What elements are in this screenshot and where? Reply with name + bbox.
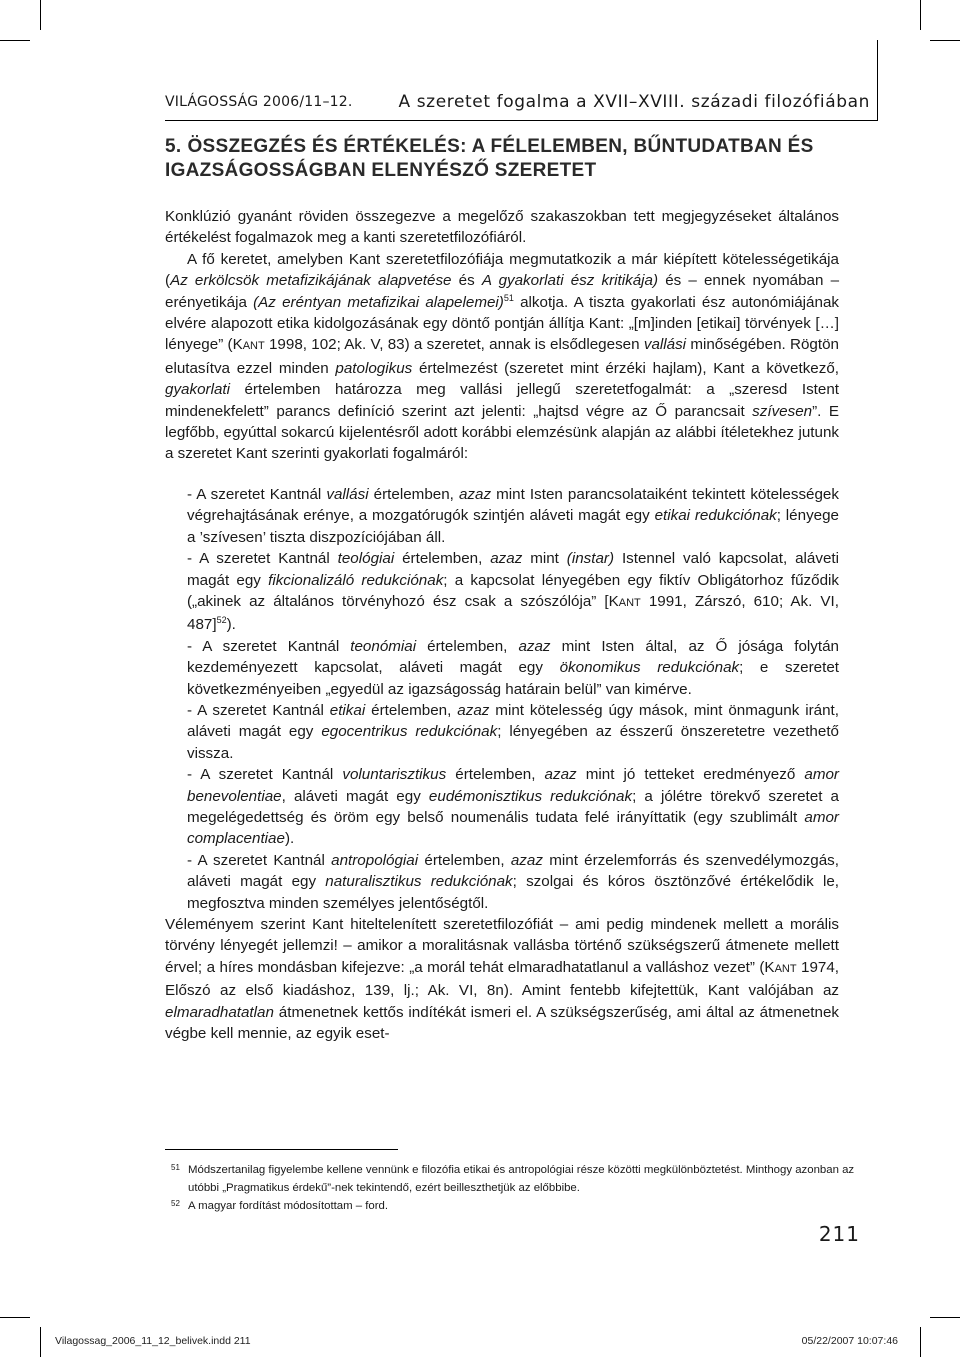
- page-number: 211: [818, 1222, 860, 1246]
- footnote-rule: [165, 1149, 398, 1150]
- crop-mark-bottom-right: [920, 1327, 921, 1357]
- crop-mark-bottom-left: [40, 1327, 41, 1357]
- footnote-51: 51 Módszertanilag figyelembe kellene vennünk e filozófia etikai és antropológiai része közötti megkülönböztetést. Minthogy azonban az utóbbi „Pragmatikus érdekű”-nek tekintendő, ezért beilleszthetjük az előbbibe.: [188, 1161, 860, 1197]
- paragraph-conclusion: Véleményem szerint Kant hiteltelenített szeretetfilozófiát – ami pedig mindenek mellett a morális törvény lényegét jellemzi! – amikor a moralitásnak vallásba történő szükségszerű átmenete mellett érvel; a híres mondásban kifejezve: „a morál tehát elmaradhatatlanul a valláshoz vezet” (KANT 1974, Előszó az első kiadáshoz, 139, lj.; Ak. VI, 8n). Amint fentebb kifejtettük, Kant valójában az elmaradhatatlan átmenetnek kettős indítékát ismeri el. A szükségszerűség, ami által az átmenetnek végbe kell mennie, az egyik eset-: [165, 916, 840, 1043]
- crop-mark-top-right: [920, 0, 921, 30]
- footnotes: [171, 1161, 860, 1215]
- footnote-ref-51[interactable]: 51: [503, 292, 514, 303]
- footnote-ref-52[interactable]: 52: [216, 615, 227, 626]
- crop-mark-right: [930, 40, 960, 41]
- main-text: [165, 206, 839, 1044]
- list-item: - A szeretet Kantnál teológiai értelemben, azaz mint (instar) Istennel való kapcsolat, aláveti magát egy fikcionalizáló redukciónak; a kapcsolat lényegében egy fiktív Obligátorhoz fűződik („akinek az általános törvényhozó ész csak a szószólója” [KANT 1991, Zárszó, 610; Ak. VI, 487]$^{52}$).: [187, 550, 839, 634]
- crop-mark-bottom-right-h: [930, 1317, 960, 1318]
- list-item: - A szeretet Kantnál etikai értelemben, azaz mint kötelesség úgy mások, mint önmagunk iránt, aláveti magát egy egocentrikus redukciónak; lényegében az ésszerű önszeretetre vezethető vissza.: [187, 701, 839, 762]
- footnote-number: 52: [171, 1199, 180, 1208]
- running-header: [165, 92, 870, 114]
- list-item: - A szeretet Kantnál voluntarisztikus értelemben, azaz mint jó tetteket eredményező amor benevolentiae, aláveti magát egy eudémonisztikus redukciónak; a jólétre törekvő szeretet a megelégedettség és öröm egy belső noumenális tudata felé irányíttatik (egy szublimált amor complacentiae).: [187, 766, 839, 848]
- article-title: A szeretet fogalma a XVII–XVIII. századi filozófiában: [398, 92, 870, 112]
- crop-mark-bottom-left-h: [0, 1317, 30, 1318]
- paragraph-main: A fő keretet, amelyben Kant szeretetfilozófiája megmutatkozik a már kiépített kötelességetikája (Az erkölcsök metafizikájának alapvetése és A gyakorlati ész kritikája) és – ennek nyomában – erényetikája (Az eréntyan metafizikai alapelemei)$^{51}$ alkotja. A tiszta gyakorlati ész autonómiájának elvére alapozott etika kidolgozásának egy döntő pontján állítja Kant: „[m]inden [etikai] törvények […] lényege” (KANT 1998, 102; Ak. V, 83) a szeretet, annak is elsődlegesen vallási minőségében. Rögtön elutasítva ezzel minden patologikus értelmezést (szeretet mint érzéki hajlam), Kant a következő, gyakorlati értelemben határozza meg vallási jellegű szeretetfogalmát: a „szeresd Istent mindenekfelett” parancs definíció szerint azt jelenti: „hajtsd végre az Ő parancsait szívesen”. E legfőbb, egyúttal sokarcú kijelentésről adott korábbi elemzésünk alapján az alábbi ítéletekhez jutunk a szeretet Kant szerinti gyakorlati fogalmáról:: [165, 250, 840, 463]
- paragraph-intro: Konklúzió gyanánt röviden összegezve a megelőző szakaszokban tett megjegyzéseket általános értékelést fogalmazok meg a kanti szeretetfilozófiáról.: [165, 208, 839, 247]
- crop-mark-top-left: [40, 0, 41, 30]
- slug-datetime: 05/22/2007 10:07:46: [801, 1335, 898, 1347]
- section-heading-text: ÖSSZEGZÉS ÉS ÉRTÉKELÉS: A FÉLELEMBEN, BŰNTUDATBAN ÉS IGAZSÁGOSSÁGBAN ELENYÉSZŐ SZERETET: [165, 136, 814, 181]
- footnote-number: 51: [171, 1163, 180, 1172]
- list-item: - A szeretet Kantnál vallási értelemben, azaz mint Isten parancsolataiként tekintett kötelességek végrehajtásának erénye, a mozgatórugók szintjén aláveti magát egy etikai redukciónak; lényege a ’szívesen’ tiszta diszpozíciójában áll.: [187, 485, 840, 546]
- crop-mark-left: [0, 40, 30, 41]
- journal-issue: VILÁGOSSÁG 2006/11–12.: [165, 94, 353, 110]
- footnote-52: 52 A magyar fordítást módosítottam – ford.: [188, 1197, 860, 1215]
- header-vertical-rule: [877, 40, 878, 121]
- list-item: - A szeretet Kantnál antropológiai értelemben, azaz mint érzelemforrás és szenvedélymozgás, aláveti magát egy naturalisztikus redukciónak; szolgai és kóros ösztönzővé értékelődik le, megfosztva minden személyes jelentőségtől.: [187, 851, 839, 912]
- list-item: - A szeretet Kantnál teonómiai értelemben, azaz mint Isten által, az Ő jósága folytán kezdeményezett kapcsolat, aláveti magát egy ökonomikus redukciónak; e szeretet következményeiben „egyedül az igazságosság határain belül” van kimérve.: [187, 637, 839, 698]
- section-number: 5.: [165, 136, 182, 157]
- section-heading: [165, 135, 865, 183]
- slug-filename: Vilagossag_2006_11_12_belivek.indd 211: [55, 1335, 251, 1347]
- header-rule: [165, 120, 877, 121]
- judgement-list: [165, 484, 839, 914]
